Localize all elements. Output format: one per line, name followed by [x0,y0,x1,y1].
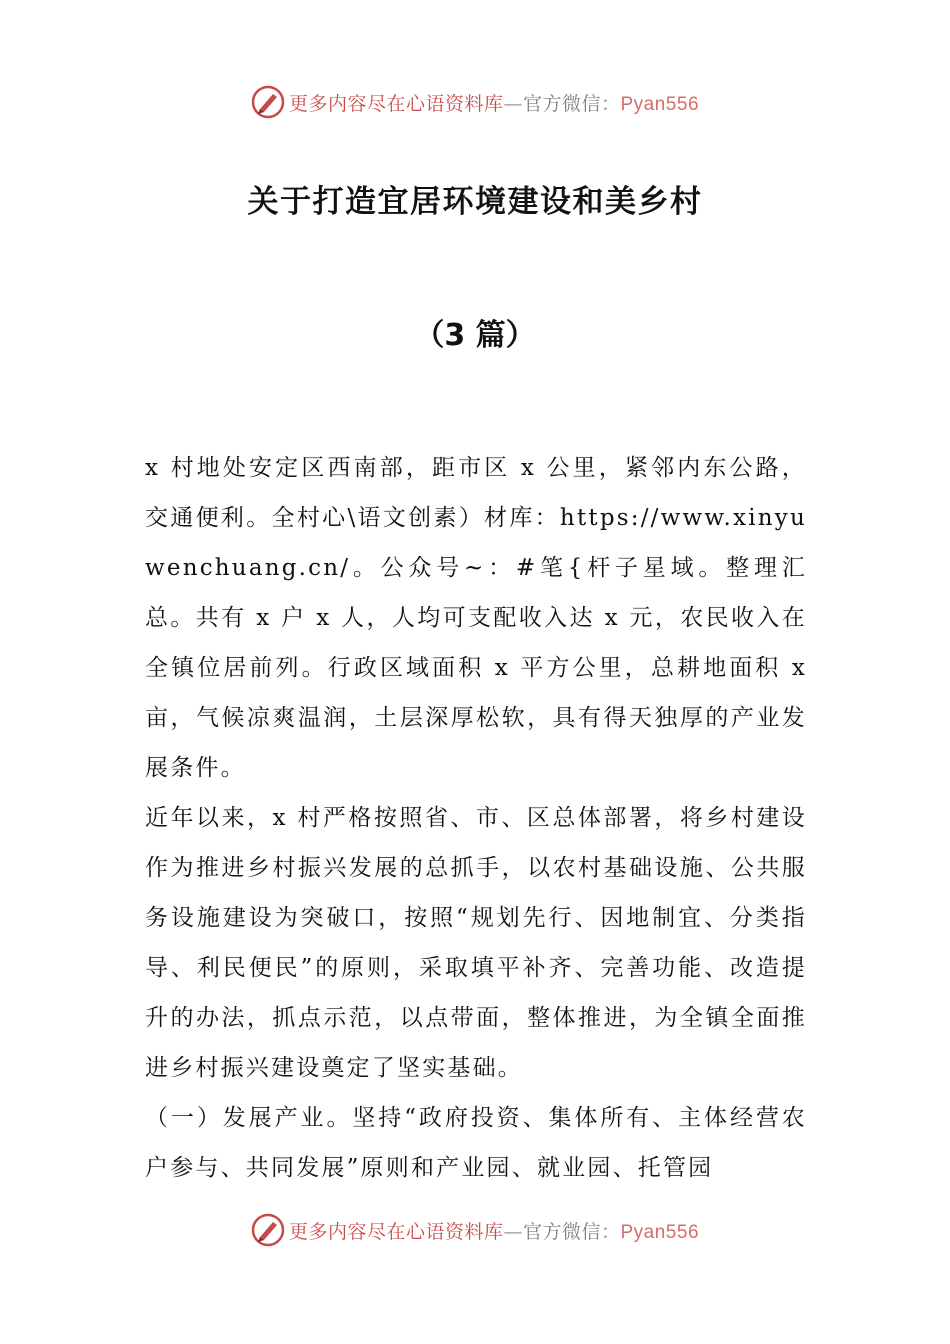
header-watermark [0,82,950,122]
document-body [145,443,807,1193]
watermark-site: 更多内容尽在心语资料库 [288,92,504,115]
paragraph-1: x 村地处安定区西南部，距市区 x 公里，紧邻内东公路，交通便利。全村心\语文创素）材库：https://www.xinyuwenchuang.cn/。公众号~：#笔{杆子星域。整理汇总。共有 x 户 x 人，人均可支配收入达 x 元，农民收入在全镇位居前列。行政区域面积 x 平方公里，总耕地面积 x 亩，气候凉爽温润，土层深厚松软，具有得天独厚的产业发展条件。 [145,455,807,781]
document-subtitle: （3 篇） [414,318,536,353]
watermark-wechat-label: 官方微信： [522,1220,621,1243]
watermark-separator: — [503,92,523,115]
pen-logo-icon [251,1213,285,1247]
paragraph-3: （一）发展产业。坚持“政府投资、集体所有、主体经营农户参与、共同发展”原则和产业园、就业园、托管园 [145,1105,807,1181]
watermark-text [289,1217,699,1244]
pen-logo-icon [251,85,285,119]
document-title: 关于打造宜居环境建设和美乡村 [247,184,703,220]
footer-watermark [0,1210,950,1250]
paragraph-2: 近年以来，x 村严格按照省、市、区总体部署，将乡村建设作为推进乡村振兴发展的总抓手，以农村基础设施、公共服务设施建设为突破口，按照“规划先行、因地制宜、分类指导、利民便民”的原则，采取填平补齐、完善功能、改造提升的办法，抓点示范，以点带面，整体推进，为全镇全面推进乡村振兴建设奠定了坚实基础。 [145,805,807,1081]
watermark-text [289,89,699,116]
watermark-wechat-label: 官方微信： [522,92,621,115]
watermark-site: 更多内容尽在心语资料库 [288,1220,504,1243]
watermark-wechat-id: Pyan556 [620,93,700,115]
watermark-wechat-id: Pyan556 [620,1221,700,1243]
watermark-separator: — [503,1220,523,1243]
